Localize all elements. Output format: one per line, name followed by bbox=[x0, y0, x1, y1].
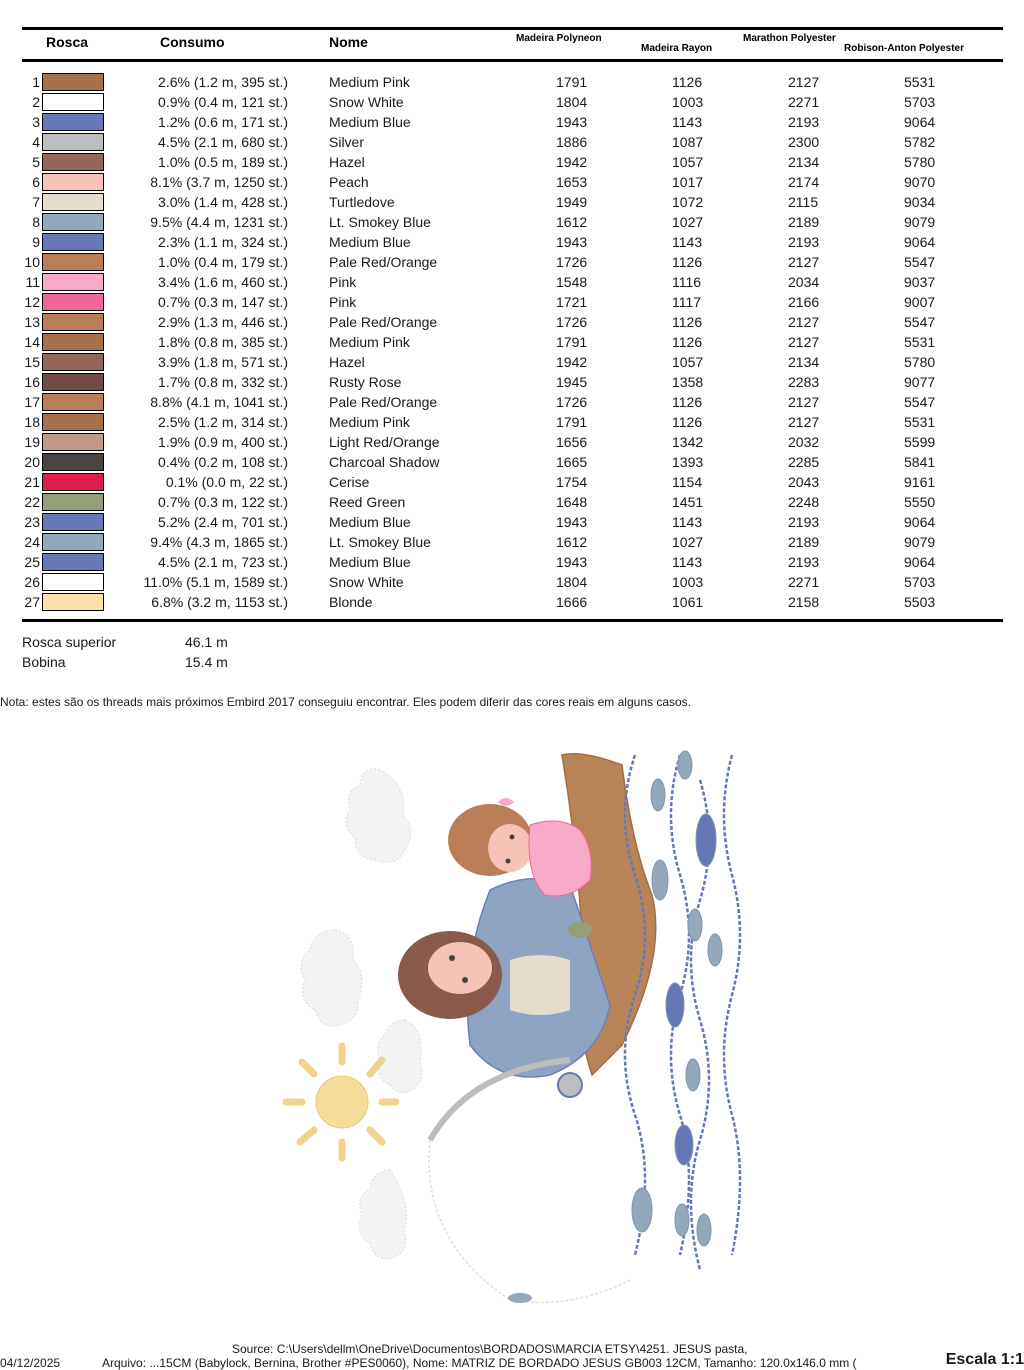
madeira-polyneon-code: 1726 bbox=[556, 394, 588, 410]
thread-consumption: 4.5% (2.1 m, 723 st.) bbox=[158, 554, 288, 570]
madeira-polyneon-code: 1791 bbox=[556, 334, 588, 350]
thread-number: 20 bbox=[24, 454, 40, 470]
robison-anton-code: 9007 bbox=[904, 294, 936, 310]
thread-number: 15 bbox=[24, 354, 40, 370]
color-swatch bbox=[42, 113, 104, 131]
upper-thread-value: 46.1 m bbox=[185, 634, 228, 650]
thread-number: 22 bbox=[24, 494, 40, 510]
thread-row bbox=[0, 572, 1024, 592]
thread-consumption: 0.4% (0.2 m, 108 st.) bbox=[158, 454, 288, 470]
thread-name: Medium Blue bbox=[329, 234, 411, 250]
color-swatch bbox=[42, 513, 104, 531]
madeira-rayon-code: 1003 bbox=[672, 94, 704, 110]
header-madeira-polyneon: Madeira Polyneon bbox=[516, 33, 602, 44]
thread-consumption: 9.5% (4.4 m, 1231 st.) bbox=[150, 214, 288, 230]
thread-number: 21 bbox=[24, 474, 40, 490]
thread-consumption: 1.9% (0.9 m, 400 st.) bbox=[158, 434, 288, 450]
thread-consumption: 3.0% (1.4 m, 428 st.) bbox=[158, 194, 288, 210]
cloud-icon bbox=[301, 769, 422, 1259]
thread-number: 18 bbox=[24, 414, 40, 430]
thread-name: Pale Red/Orange bbox=[329, 314, 438, 330]
thread-number: 7 bbox=[32, 194, 40, 210]
thread-number: 10 bbox=[24, 254, 40, 270]
thread-name: Medium Blue bbox=[329, 114, 411, 130]
color-swatch bbox=[42, 353, 104, 371]
thread-consumption: 3.9% (1.8 m, 571 st.) bbox=[158, 354, 288, 370]
header-nome: Nome bbox=[329, 34, 368, 50]
marathon-polyester-code: 2127 bbox=[788, 74, 820, 90]
header-marathon-polyester: Marathon Polyester bbox=[743, 33, 836, 44]
marathon-polyester-code: 2158 bbox=[788, 594, 820, 610]
thread-consumption: 0.7% (0.3 m, 122 st.) bbox=[158, 494, 288, 510]
thread-name: Hazel bbox=[329, 154, 365, 170]
color-swatch bbox=[42, 433, 104, 451]
thread-number: 4 bbox=[32, 134, 40, 150]
fishing-line bbox=[429, 1140, 630, 1303]
thread-row bbox=[0, 332, 1024, 352]
madeira-polyneon-code: 1612 bbox=[556, 214, 588, 230]
thread-consumption: 2.9% (1.3 m, 446 st.) bbox=[158, 314, 288, 330]
table-top-rule bbox=[22, 27, 1003, 30]
thread-name: Medium Pink bbox=[329, 74, 410, 90]
madeira-rayon-code: 1143 bbox=[672, 114, 703, 130]
robison-anton-code: 9064 bbox=[904, 114, 936, 130]
color-swatch bbox=[42, 493, 104, 511]
thread-name: Light Red/Orange bbox=[329, 434, 440, 450]
madeira-rayon-code: 1003 bbox=[672, 574, 704, 590]
thread-name: Pink bbox=[329, 274, 357, 290]
marathon-polyester-code: 2032 bbox=[788, 434, 820, 450]
madeira-polyneon-code: 1791 bbox=[556, 74, 588, 90]
thread-number: 12 bbox=[24, 294, 40, 310]
madeira-rayon-code: 1126 bbox=[672, 254, 703, 270]
robison-anton-code: 5547 bbox=[904, 314, 936, 330]
madeira-polyneon-code: 1804 bbox=[556, 94, 588, 110]
madeira-rayon-code: 1116 bbox=[672, 274, 702, 290]
thread-number: 23 bbox=[24, 514, 40, 530]
fish-icon bbox=[632, 751, 722, 1246]
madeira-polyneon-code: 1656 bbox=[556, 434, 588, 450]
thread-consumption: 2.5% (1.2 m, 314 st.) bbox=[158, 414, 288, 430]
thread-row bbox=[0, 92, 1024, 112]
thread-consumption: 3.4% (1.6 m, 460 st.) bbox=[158, 274, 288, 290]
madeira-rayon-code: 1154 bbox=[672, 474, 703, 490]
thread-consumption: 6.8% (3.2 m, 1153 st.) bbox=[151, 594, 288, 610]
robison-anton-code: 9064 bbox=[904, 554, 936, 570]
thread-name: Peach bbox=[329, 174, 369, 190]
table-header-rule bbox=[22, 59, 1003, 62]
marathon-polyester-code: 2166 bbox=[788, 294, 820, 310]
bobbin-value: 15.4 m bbox=[185, 654, 228, 670]
color-swatch bbox=[42, 213, 104, 231]
madeira-polyneon-code: 1548 bbox=[556, 274, 588, 290]
madeira-polyneon-code: 1726 bbox=[556, 254, 588, 270]
table-bottom-rule bbox=[22, 619, 1003, 622]
color-swatch bbox=[42, 93, 104, 111]
thread-number: 2 bbox=[32, 94, 40, 110]
thread-row bbox=[0, 192, 1024, 212]
color-swatch bbox=[42, 293, 104, 311]
madeira-polyneon-code: 1721 bbox=[556, 294, 588, 310]
thread-row bbox=[0, 272, 1024, 292]
thread-consumption: 0.7% (0.3 m, 147 st.) bbox=[158, 294, 288, 310]
thread-number: 19 bbox=[24, 434, 40, 450]
thread-number: 16 bbox=[24, 374, 40, 390]
marathon-polyester-code: 2285 bbox=[788, 454, 820, 470]
marathon-polyester-code: 2127 bbox=[788, 414, 820, 430]
thread-row bbox=[0, 72, 1024, 92]
robison-anton-code: 5841 bbox=[904, 454, 936, 470]
madeira-rayon-code: 1126 bbox=[672, 414, 703, 430]
thread-name: Medium Pink bbox=[329, 334, 410, 350]
thread-row bbox=[0, 232, 1024, 252]
thread-name: Cerise bbox=[329, 474, 370, 490]
thread-name: Snow White bbox=[329, 574, 404, 590]
color-swatch bbox=[42, 193, 104, 211]
thread-row bbox=[0, 552, 1024, 572]
color-swatch bbox=[42, 473, 104, 491]
thread-row bbox=[0, 392, 1024, 412]
thread-match-note: Nota: estes são os threads mais próximos Embird 2017 conseguiu encontrar. Eles podem diferir das cores reais em alguns casos. bbox=[0, 695, 692, 709]
madeira-polyneon-code: 1648 bbox=[556, 494, 588, 510]
color-swatch bbox=[42, 173, 104, 191]
thread-consumption: 2.3% (1.1 m, 324 st.) bbox=[158, 234, 288, 250]
thread-row bbox=[0, 452, 1024, 472]
madeira-rayon-code: 1451 bbox=[672, 494, 704, 510]
thread-consumption: 1.8% (0.8 m, 385 st.) bbox=[158, 334, 288, 350]
robison-anton-code: 9079 bbox=[904, 534, 936, 550]
marathon-polyester-code: 2189 bbox=[788, 214, 820, 230]
thread-row bbox=[0, 592, 1024, 612]
madeira-rayon-code: 1143 bbox=[672, 514, 703, 530]
thread-row bbox=[0, 152, 1024, 172]
thread-consumption: 1.7% (0.8 m, 332 st.) bbox=[158, 374, 288, 390]
robison-anton-code: 5703 bbox=[904, 94, 936, 110]
header-rosca: Rosca bbox=[46, 34, 89, 50]
thread-row bbox=[0, 432, 1024, 452]
madeira-rayon-code: 1126 bbox=[672, 314, 703, 330]
marathon-polyester-code: 2193 bbox=[788, 514, 820, 530]
thread-name: Lt. Smokey Blue bbox=[329, 534, 431, 550]
thread-table-body bbox=[0, 72, 1024, 612]
color-swatch bbox=[42, 333, 104, 351]
thread-number: 26 bbox=[24, 574, 40, 590]
marathon-polyester-code: 2127 bbox=[788, 314, 820, 330]
robison-anton-code: 5503 bbox=[904, 594, 936, 610]
madeira-rayon-code: 1393 bbox=[672, 454, 704, 470]
robison-anton-code: 5780 bbox=[904, 354, 936, 370]
sun-icon bbox=[286, 1046, 396, 1158]
marathon-polyester-code: 2248 bbox=[788, 494, 820, 510]
robison-anton-code: 5547 bbox=[904, 254, 936, 270]
robison-anton-code: 5531 bbox=[904, 334, 936, 350]
madeira-polyneon-code: 1886 bbox=[556, 134, 588, 150]
thread-row bbox=[0, 352, 1024, 372]
thread-consumption: 1.2% (0.6 m, 171 st.) bbox=[158, 114, 288, 130]
child-dress bbox=[529, 821, 591, 896]
color-swatch bbox=[42, 273, 104, 291]
marathon-polyester-code: 2134 bbox=[788, 354, 820, 370]
madeira-rayon-code: 1117 bbox=[672, 294, 702, 310]
footer-source: Source: C:\Users\dellm\OneDrive\Documentos\BORDADOS\MARCIA ETSY\4251. JESUS pasta, bbox=[232, 1342, 748, 1356]
thread-row bbox=[0, 252, 1024, 272]
marathon-polyester-code: 2134 bbox=[788, 154, 820, 170]
thread-row bbox=[0, 472, 1024, 492]
madeira-polyneon-code: 1943 bbox=[556, 114, 588, 130]
color-swatch bbox=[42, 453, 104, 471]
thread-row bbox=[0, 412, 1024, 432]
thread-consumption: 1.0% (0.4 m, 179 st.) bbox=[158, 254, 288, 270]
madeira-rayon-code: 1017 bbox=[672, 174, 704, 190]
madeira-rayon-code: 1072 bbox=[672, 194, 704, 210]
thread-name: Pale Red/Orange bbox=[329, 254, 438, 270]
thread-number: 1 bbox=[32, 74, 40, 90]
embroidery-design-preview bbox=[280, 740, 760, 1320]
madeira-polyneon-code: 1943 bbox=[556, 514, 588, 530]
robison-anton-code: 5547 bbox=[904, 394, 936, 410]
header-consumo: Consumo bbox=[160, 34, 225, 50]
robison-anton-code: 5599 bbox=[904, 434, 936, 450]
robison-anton-code: 5780 bbox=[904, 154, 936, 170]
madeira-polyneon-code: 1943 bbox=[556, 554, 588, 570]
thread-row bbox=[0, 312, 1024, 332]
thread-consumption: 8.8% (4.1 m, 1041 st.) bbox=[150, 394, 288, 410]
madeira-rayon-code: 1027 bbox=[672, 214, 704, 230]
thread-consumption: 9.4% (4.3 m, 1865 st.) bbox=[150, 534, 288, 550]
thread-consumption: 4.5% (2.1 m, 680 st.) bbox=[158, 134, 288, 150]
marathon-polyester-code: 2115 bbox=[788, 194, 819, 210]
robison-anton-code: 9064 bbox=[904, 514, 936, 530]
madeira-polyneon-code: 1942 bbox=[556, 354, 588, 370]
upper-thread-label: Rosca superior bbox=[22, 634, 117, 650]
thread-number: 5 bbox=[32, 154, 40, 170]
marathon-polyester-code: 2174 bbox=[788, 174, 820, 190]
color-swatch bbox=[42, 533, 104, 551]
thread-consumption: 5.2% (2.4 m, 701 st.) bbox=[158, 514, 288, 530]
thread-name: Silver bbox=[329, 134, 365, 150]
madeira-polyneon-code: 1943 bbox=[556, 234, 588, 250]
madeira-polyneon-code: 1612 bbox=[556, 534, 588, 550]
madeira-polyneon-code: 1665 bbox=[556, 454, 588, 470]
thread-name: Medium Blue bbox=[329, 514, 411, 530]
robison-anton-code: 9064 bbox=[904, 234, 936, 250]
marathon-polyester-code: 2300 bbox=[788, 134, 820, 150]
footer-file-info: Arquivo: ...15CM (Babylock, Bernina, Brother #PES0060), Nome: MATRIZ DE BORDADO JESUS GB003 12CM, Tamanho: 120.0x146.0 mm ( bbox=[102, 1356, 857, 1370]
marathon-polyester-code: 2193 bbox=[788, 554, 820, 570]
madeira-rayon-code: 1126 bbox=[672, 394, 703, 410]
madeira-polyneon-code: 1949 bbox=[556, 194, 588, 210]
thread-row bbox=[0, 292, 1024, 312]
thread-name: Blonde bbox=[329, 594, 373, 610]
thread-number: 6 bbox=[32, 174, 40, 190]
robison-anton-code: 5550 bbox=[904, 494, 936, 510]
color-swatch bbox=[42, 313, 104, 331]
color-swatch bbox=[42, 593, 104, 611]
thread-consumption: 0.1% (0.0 m, 22 st.) bbox=[165, 474, 288, 490]
color-swatch bbox=[42, 233, 104, 251]
bobbin-label: Bobina bbox=[22, 654, 66, 670]
madeira-rayon-code: 1126 bbox=[672, 74, 703, 90]
robison-anton-code: 9034 bbox=[904, 194, 936, 210]
thread-name: Pale Red/Orange bbox=[329, 394, 438, 410]
thread-name: Hazel bbox=[329, 354, 365, 370]
thread-consumption: 8.1% (3.7 m, 1250 st.) bbox=[150, 174, 288, 190]
thread-row bbox=[0, 132, 1024, 152]
thread-name: Reed Green bbox=[329, 494, 406, 510]
madeira-rayon-code: 1126 bbox=[672, 334, 703, 350]
thread-name: Lt. Smokey Blue bbox=[329, 214, 431, 230]
thread-number: 11 bbox=[25, 274, 40, 290]
thread-number: 9 bbox=[32, 234, 40, 250]
madeira-polyneon-code: 1666 bbox=[556, 594, 588, 610]
thread-consumption: 2.6% (1.2 m, 395 st.) bbox=[158, 74, 288, 90]
robison-anton-code: 9079 bbox=[904, 214, 936, 230]
madeira-polyneon-code: 1791 bbox=[556, 414, 588, 430]
color-swatch bbox=[42, 153, 104, 171]
color-swatch bbox=[42, 393, 104, 411]
robison-anton-code: 5531 bbox=[904, 74, 936, 90]
color-swatch bbox=[42, 413, 104, 431]
thread-number: 14 bbox=[24, 334, 40, 350]
thread-row bbox=[0, 212, 1024, 232]
marathon-polyester-code: 2193 bbox=[788, 234, 820, 250]
marathon-polyester-code: 2127 bbox=[788, 254, 820, 270]
thread-row bbox=[0, 372, 1024, 392]
thread-number: 25 bbox=[24, 554, 40, 570]
madeira-rayon-code: 1087 bbox=[672, 134, 704, 150]
madeira-rayon-code: 1061 bbox=[672, 594, 704, 610]
robison-anton-code: 5782 bbox=[904, 134, 936, 150]
thread-number: 24 bbox=[24, 534, 40, 550]
robison-anton-code: 5531 bbox=[904, 414, 936, 430]
marathon-polyester-code: 2283 bbox=[788, 374, 820, 390]
thread-number: 17 bbox=[24, 394, 40, 410]
header-madeira-rayon: Madeira Rayon bbox=[641, 43, 713, 54]
color-swatch bbox=[42, 253, 104, 271]
color-swatch bbox=[42, 73, 104, 91]
thread-row bbox=[0, 512, 1024, 532]
madeira-polyneon-code: 1653 bbox=[556, 174, 588, 190]
thread-row bbox=[0, 172, 1024, 192]
madeira-polyneon-code: 1726 bbox=[556, 314, 588, 330]
madeira-rayon-code: 1057 bbox=[672, 354, 704, 370]
marathon-polyester-code: 2189 bbox=[788, 534, 820, 550]
madeira-rayon-code: 1057 bbox=[672, 154, 704, 170]
thread-name: Medium Pink bbox=[329, 414, 410, 430]
marathon-polyester-code: 2127 bbox=[788, 394, 820, 410]
embroidery-illustration bbox=[280, 740, 760, 1320]
color-swatch bbox=[42, 373, 104, 391]
thread-name: Pink bbox=[329, 294, 357, 310]
header-robison-anton-polyester: Robison-Anton Polyester bbox=[844, 43, 965, 54]
color-swatch bbox=[42, 573, 104, 591]
robison-anton-code: 9161 bbox=[904, 474, 936, 490]
thread-consumption: 1.0% (0.5 m, 189 st.) bbox=[158, 154, 288, 170]
madeira-polyneon-code: 1804 bbox=[556, 574, 588, 590]
madeira-rayon-code: 1358 bbox=[672, 374, 704, 390]
thread-name: Snow White bbox=[329, 94, 404, 110]
marathon-polyester-code: 2271 bbox=[788, 574, 820, 590]
footer-date: 04/12/2025 bbox=[0, 1356, 61, 1370]
thread-number: 3 bbox=[32, 114, 40, 130]
thread-number: 27 bbox=[24, 594, 40, 610]
thread-consumption: 0.9% (0.4 m, 121 st.) bbox=[158, 94, 288, 110]
madeira-polyneon-code: 1945 bbox=[556, 374, 588, 390]
marathon-polyester-code: 2271 bbox=[788, 94, 820, 110]
thread-row bbox=[0, 112, 1024, 132]
madeira-polyneon-code: 1942 bbox=[556, 154, 588, 170]
thread-row bbox=[0, 492, 1024, 512]
thread-name: Turtledove bbox=[329, 194, 395, 210]
thread-name: Medium Blue bbox=[329, 554, 411, 570]
thread-name: Charcoal Shadow bbox=[329, 454, 440, 470]
madeira-rayon-code: 1143 bbox=[672, 234, 703, 250]
robison-anton-code: 5703 bbox=[904, 574, 936, 590]
madeira-rayon-code: 1342 bbox=[672, 434, 704, 450]
marathon-polyester-code: 2193 bbox=[788, 114, 820, 130]
color-swatch bbox=[42, 553, 104, 571]
madeira-rayon-code: 1143 bbox=[672, 554, 703, 570]
color-swatch bbox=[42, 133, 104, 151]
thread-name: Rusty Rose bbox=[329, 374, 402, 390]
marathon-polyester-code: 2043 bbox=[788, 474, 820, 490]
madeira-polyneon-code: 1754 bbox=[556, 474, 588, 490]
thread-row bbox=[0, 532, 1024, 552]
fishing-reel bbox=[558, 1073, 582, 1097]
marathon-polyester-code: 2034 bbox=[788, 274, 820, 290]
robison-anton-code: 9037 bbox=[904, 274, 936, 290]
thread-number: 8 bbox=[32, 214, 40, 230]
thread-consumption: 11.0% (5.1 m, 1589 st.) bbox=[143, 574, 288, 590]
madeira-rayon-code: 1027 bbox=[672, 534, 704, 550]
robison-anton-code: 9077 bbox=[904, 374, 936, 390]
marathon-polyester-code: 2127 bbox=[788, 334, 820, 350]
thread-number: 13 bbox=[24, 314, 40, 330]
scale-label: Escala 1:1 bbox=[945, 1351, 1024, 1368]
robison-anton-code: 9070 bbox=[904, 174, 936, 190]
